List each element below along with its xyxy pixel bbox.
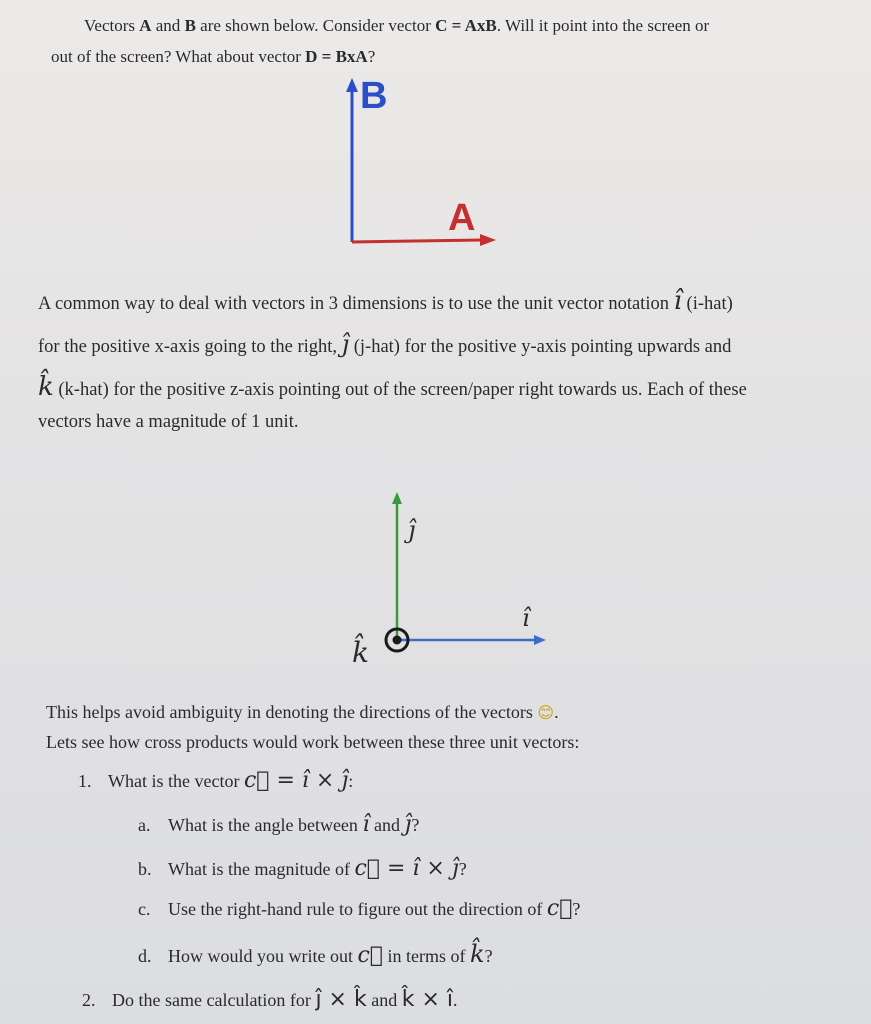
- help-text: Lets see how cross products would work between these three unit vectors:: [46, 732, 580, 752]
- help-text: .: [554, 702, 559, 722]
- question-text: ?: [411, 815, 420, 835]
- question-text: and: [366, 990, 402, 1010]
- label-b: B: [360, 75, 388, 117]
- vector-a-arrowhead: [480, 234, 496, 246]
- jhat-symbol: ĵ: [404, 812, 412, 837]
- header-text: ?: [367, 47, 376, 66]
- paragraph-text: vectors have a magnitude of 1 unit.: [38, 412, 299, 432]
- khat-dot: [393, 636, 402, 645]
- ihat-symbol: î: [673, 286, 682, 316]
- cross-product-expression: k̂ × î: [401, 987, 453, 1012]
- question-2: [82, 987, 458, 1012]
- question-text: and: [369, 815, 405, 835]
- unit-vector-figure: [340, 486, 570, 676]
- khat-symbol: k̂: [38, 372, 54, 402]
- question-1c: [138, 896, 580, 921]
- jhat-symbol: ĵ: [341, 330, 350, 358]
- question-1: [78, 768, 353, 793]
- question-text: What is the vector: [108, 771, 244, 791]
- question-text: ?: [572, 899, 581, 919]
- question-text: in terms of: [383, 946, 471, 966]
- vector-a-ref: A: [139, 16, 152, 35]
- ihat-arrowhead: [534, 635, 546, 645]
- paragraph-text: (k-hat) for the positive z-axis pointing out of the screen/paper right towards us. Each of these: [58, 380, 747, 400]
- help-line-2: [46, 732, 579, 753]
- jhat-label: ĵ: [408, 516, 416, 544]
- header-text: and: [151, 16, 185, 35]
- paragraph-text: (j-hat) for the positive y-axis pointing upwards and: [353, 337, 732, 357]
- help-line-1: [46, 702, 559, 723]
- paragraph-text: for the positive x-axis going to the right,: [38, 337, 338, 357]
- question-text: Use the right-hand rule to figure out the direction of: [168, 899, 547, 919]
- question-text: :: [348, 771, 354, 791]
- paragraph-line-2: [38, 330, 731, 358]
- question-text: ?: [484, 946, 493, 966]
- question-text: What is the angle between: [168, 815, 363, 835]
- vector-c-symbol: c⃗: [546, 896, 573, 921]
- paragraph-text: (i-hat): [686, 294, 733, 314]
- question-text: How would you write out: [168, 946, 358, 966]
- vector-b-ref: B: [184, 16, 196, 35]
- vector-b-arrowhead: [346, 78, 358, 92]
- vector-c-symbol: c⃗: [357, 943, 384, 968]
- cross-product-expression: ĵ × k̂: [315, 987, 367, 1012]
- question-1d: [138, 940, 493, 968]
- list-marker: a.: [138, 815, 151, 835]
- question-1a: [138, 812, 419, 837]
- question-line-1: [84, 16, 709, 36]
- cross-product-expression: c⃗ = î × ĵ: [354, 856, 459, 881]
- khat-label: k̂: [352, 636, 369, 669]
- label-a: A: [448, 197, 476, 239]
- list-marker: b.: [138, 859, 152, 879]
- header-text: are shown below. Consider vector: [195, 16, 436, 35]
- paragraph-line-3: [38, 372, 747, 402]
- header-text: out of the screen? What about vector: [51, 47, 306, 66]
- ihat-symbol: î: [362, 812, 370, 837]
- question-text: Do the same calculation for: [112, 990, 316, 1010]
- list-marker: d.: [138, 946, 152, 966]
- question-line-2: [51, 47, 375, 67]
- vector-c-equation: C = AxB: [435, 16, 497, 35]
- question-text: .: [453, 990, 458, 1010]
- header-text: . Will it point into the screen or: [496, 16, 710, 35]
- question-1b: [138, 856, 467, 881]
- header-text: Vectors: [84, 16, 140, 35]
- ihat-label: î: [522, 604, 530, 632]
- vector-ab-figure: [330, 70, 520, 255]
- smiley-icon: 😊: [537, 703, 555, 722]
- list-marker: c.: [138, 899, 151, 919]
- vector-a-arrow: [352, 240, 482, 242]
- paragraph-line-1: [38, 286, 733, 316]
- cross-product-expression: c⃗ = î × ĵ: [243, 768, 349, 793]
- list-marker: 2.: [82, 990, 96, 1010]
- jhat-arrowhead: [392, 492, 402, 504]
- help-text: This helps avoid ambiguity in denoting the directions of the vectors: [46, 702, 533, 722]
- vector-d-equation: D = BxA: [305, 47, 368, 66]
- khat-symbol: k̂: [470, 940, 485, 968]
- question-text: ?: [458, 859, 467, 879]
- paragraph-line-4: [38, 412, 298, 433]
- question-text: What is the magnitude of: [168, 859, 355, 879]
- list-marker: 1.: [78, 771, 92, 791]
- paragraph-text: A common way to deal with vectors in 3 dimensions is to use the unit vector notation: [38, 294, 669, 314]
